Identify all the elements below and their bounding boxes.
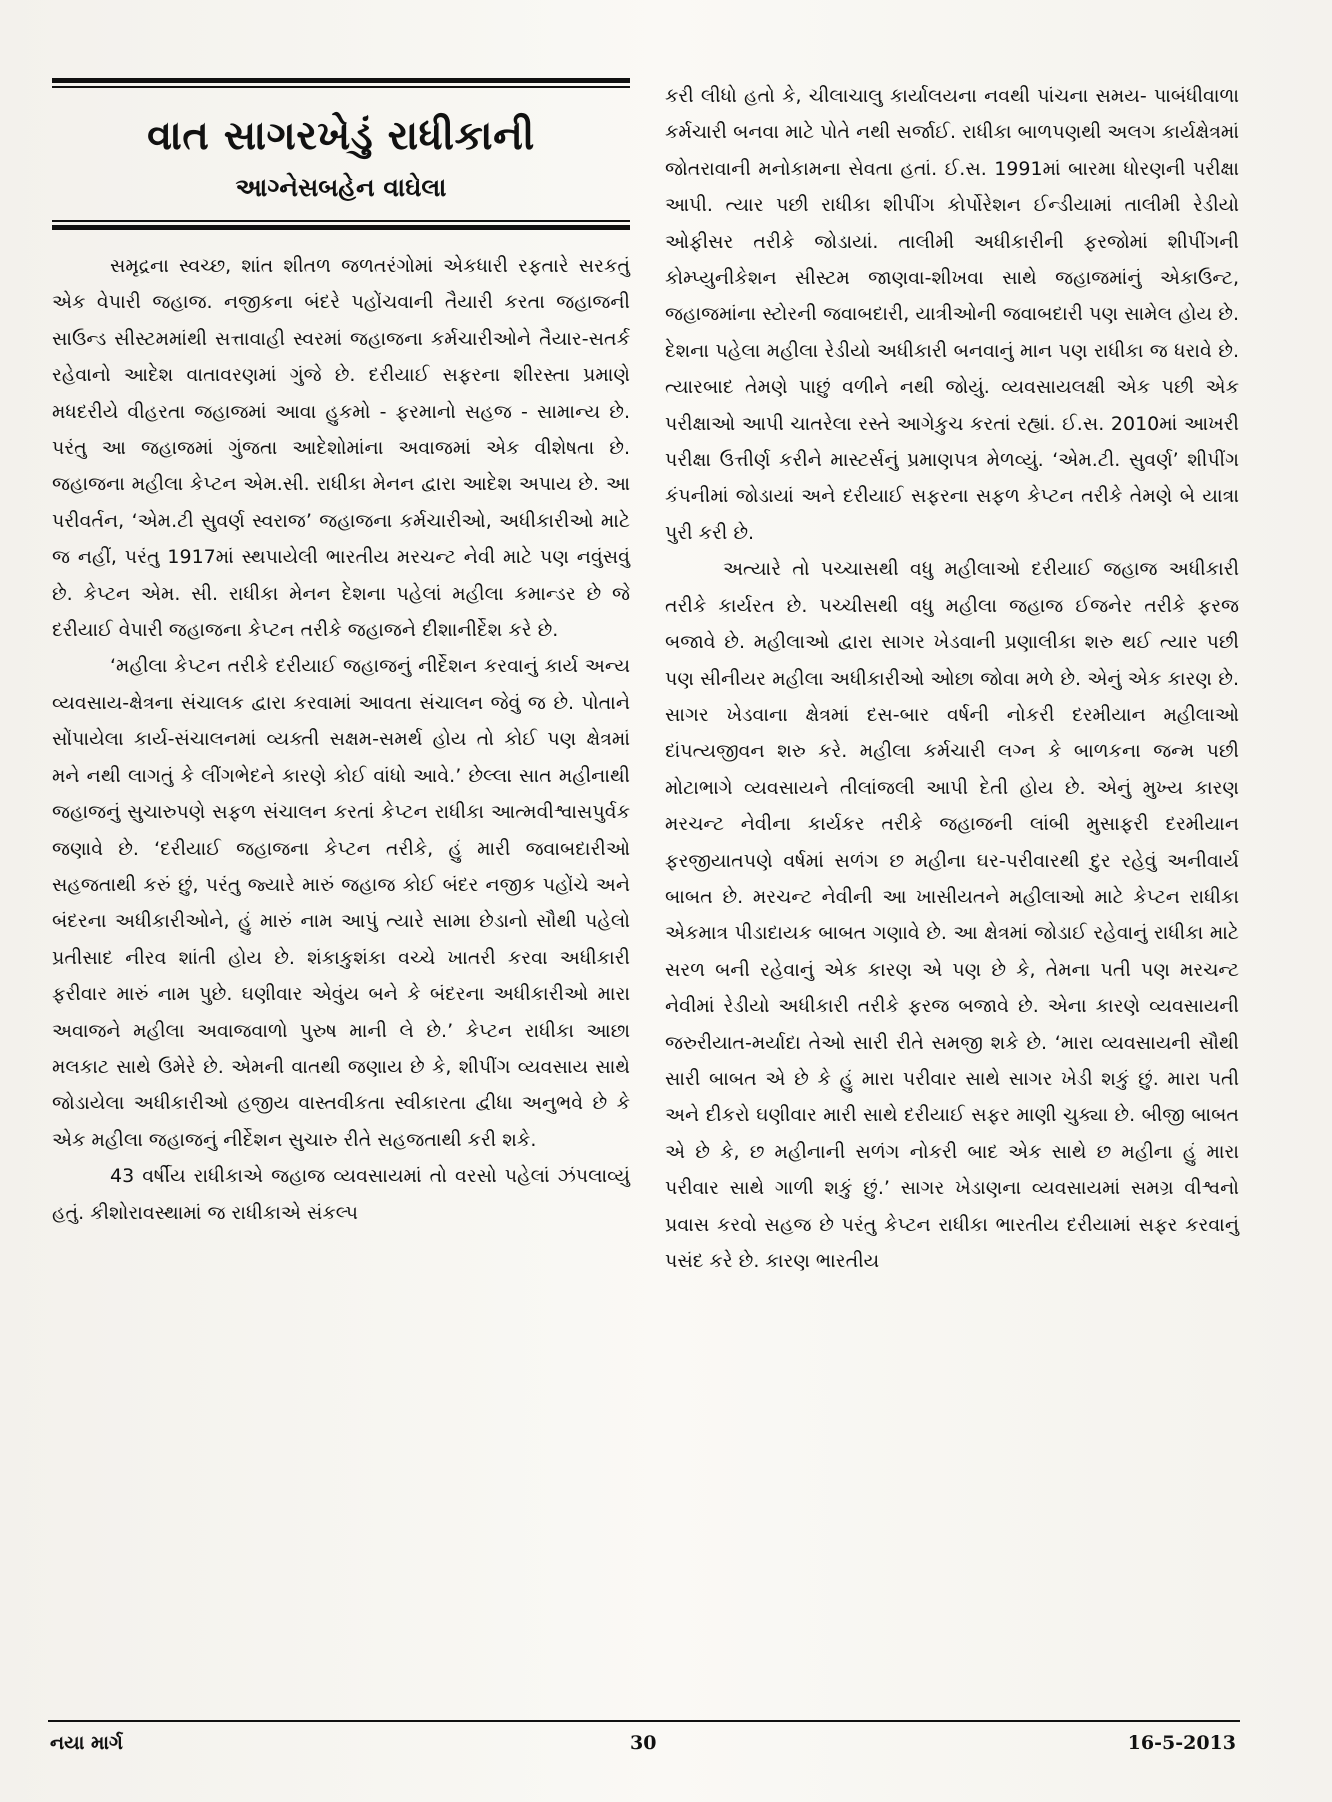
paragraph: કરી લીધો હતો કે, ચીલાચાલુ કાર્યાલયના નવથી પાંચના સમય- પાબંધીવાળા કર્મચારી બનવા માટે પોતે નથી સર્જાઈ. રાધીકા બાળપણથી અલગ કાર્યક્ષેત્રમાં જોતરાવાની મનોકામના સેવતા હતાં. ઈ.સ. 1991માં બારમા ધોરણની પરીક્ષા આપી. ત્યાર પછી રાધીકા શીપીંગ કોર્પોરેશન ઈન્ડીયામાં તાલીમી રેડીયો ઓફીસર તરીકે જોડાયાં. તાલીમી અધીકારીની ફરજોમાં શીપીંગની કોમ્પ્યુનીકેશન સીસ્ટમ જાણવા-શીખવા સાથે જહાજમાંનું એકાઉન્ટ, જહાજમાંના સ્ટોરની જવાબદારી, યાત્રીઓની જવાબદારી પણ સામેલ હોય છે. દેશના પહેલા મહીલા રેડીયો અધીકારી બનવાનું માન પણ રાધીકા જ ધરાવે છે. ત્યારબાદ તેમણે પાછું વળીને નથી જોયું. વ્યવસાયલક્ષી એક પછી એક પરીક્ષાઓ આપી ચાતરેલા રસ્તે આગેકુચ કરતાં રહ્યાં. ઈ.સ. 2010માં આખરી પરીક્ષા ઉત્તીર્ણ કરીને માસ્ટર્સનું પ્રમાણપત્ર મેળવ્યું. ‘એમ.ટી. સુવર્ણ’ શીપીંગ કંપનીમાં જોડાયાં અને દરીયાઈ સફરના સફળ કેપ્ટન તરીકે તેમણે બે યાત્રા પુરી કરી છે. bbox=[665, 85, 1239, 544]
article-title: વાત સાગરખેડું રાધીકાની bbox=[147, 113, 535, 159]
issue-date: 16-5-2013 bbox=[1127, 1732, 1236, 1754]
paragraph: 43 વર્ષીય રાધીકાએ જહાજ વ્યવસાયમાં તો વરસો પહેલાં ઝંપલાવ્યું હતું. કીશોરાવસ્થામાં જ રાધીકાએ સંકલ્પ bbox=[52, 1165, 630, 1224]
article-author: આગ્નેસબહેન વાઘેલા bbox=[235, 173, 447, 202]
paragraph: સમૃદ્રના સ્વચ્છ, શાંત શીતળ જળતરંગોમાં એકધારી રફતારે સરકતું એક વેપારી જહાજ. નજીકના બંદરે પહોંચવાની તૈયારી કરતા જહાજની સાઉન્ડ સીસ્ટમમાંથી સત્તાવાહી સ્વરમાં જહાજના કર્મચારીઓને તૈયાર-સતર્ક રહેવાનો આદેશ વાતાવરણમાં ગુંજે છે. દરીયાઈ સફરના શીરસ્તા પ્રમાણે મધદરીયે વીહરતા જહાજમાં આવા હુકમો - ફરમાનો સહજ - સામાન્ય છે. પરંતુ આ જહાજમાં ગુંજતા આદેશોમાંના અવાજમાં એક વીશેષતા છે. જહાજના મહીલા કેપ્ટન એમ.સી. રાધીકા મેનન દ્વારા આદેશ અપાય છે. આ પરીવર્તન, ‘એમ.ટી સુવર્ણ સ્વરાજ’ જહાજના કર્મચારીઓ, અધીકારીઓ માટે જ નહીં, પરંતુ 1917માં સ્થપાયેલી ભારતીય મરચન્ટ નેવી માટે પણ નવુંસવું છે. કેપ્ટન એમ. સી. રાધીકા મેનન દેશના પહેલાં મહીલા કમાન્ડર છે જે દરીયાઈ વેપારી જહાજના કેપ્ટન તરીકે જહાજને દીશાનીર્દેશ કરે છે. bbox=[52, 255, 630, 642]
paragraph: ‘મહીલા કેપ્ટન તરીકે દરીયાઈ જહાજનું નીર્દેશન કરવાનું કાર્ય અન્ય વ્યવસાય-ક્ષેત્રના સંચાલક દ્વારા કરવામાં આવતા સંચાલન જેવું જ છે. પોતાને સોંપાયેલા કાર્ય-સંચાલનમાં વ્યક્તી સક્ષમ-સમર્થ હોય તો કોઈ પણ ક્ષેત્રમાં મને નથી લાગતું કે લીંગભેદને કારણે કોઈ વાંધો આવે.’ છેલ્લા સાત મહીનાથી જહાજનું સુચારુપણે સફળ સંચાલન કરતાં કેપ્ટન રાધીકા આત્મવીશ્વાસપુર્વક જણાવે છે. ‘દરીયાઈ જહાજના કેપ્ટન તરીકે, હું મારી જવાબદારીઓ સહજતાથી કરું છું, પરંતુ જ્યારે મારું જહાજ કોઈ બંદર નજીક પહોંચે અને બંદરના અધીકારીઓને, હું મારું નામ આપું ત્યારે સામા છેડાનો સૌથી પહેલો પ્રતીસાદ નીરવ શાંતી હોય છે. શંકાકુશંકા વચ્ચે ખાતરી કરવા અધીકારી ફરીવાર મારું નામ પુછે. ઘણીવાર એવુંય બને કે બંદરના અધીકારીઓ મારા અવાજને મહીલા અવાજવાળો પુરુષ માની લે છે.’ કેપ્ટન રાધીકા આછા મલકાટ સાથે ઉમેરે છે. એમની વાતથી જણાય છે કે, શીપીંગ વ્યવસાય સાથે જોડાયેલા અધીકારીઓ હજીય વાસ્તવીકતા સ્વીકારતા દ્વીધા અનુભવે છે કે એક મહીલા જહાજનું નીર્દેશન સુચારુ રીતે સહજતાથી કરી શકે. bbox=[52, 655, 630, 1151]
footer-rule bbox=[48, 1720, 1240, 1722]
publication-name: નયા માર્ગ bbox=[50, 1732, 123, 1754]
title-rule-top-thin bbox=[52, 86, 630, 88]
title-rule-top bbox=[52, 78, 630, 83]
right-column bbox=[665, 78, 1239, 1279]
title-rule-bottom-thin bbox=[52, 220, 630, 222]
paragraph: અત્યારે તો પચ્ચાસથી વધુ મહીલાઓ દરીયાઈ જહાજ અધીકારી તરીકે કાર્યરત છે. પચ્ચીસથી વધુ મહીલા જહાજ ઈજનેર તરીકે ફરજ બજાવે છે. મહીલાઓ દ્વારા સાગર ખેડવાની પ્રણાલીકા શરુ થઈ ત્યાર પછી પણ સીનીયર મહીલા અધીકારીઓ ઓછા જોવા મળે છે. એનું એક કારણ છે. સાગર ખેડવાના ક્ષેત્રમાં દસ-બાર વર્ષની નોકરી દરમીયાન મહીલાઓ દાંપત્યજીવન શરુ કરે. મહીલા કર્મચારી લગ્ન કે બાળકના જન્મ પછી મોટાભાગે વ્યવસાયને તીલાંજલી આપી દેતી હોય છે. એનું મુખ્ય કારણ મરચન્ટ નેવીના કાર્યકર તરીકે જહાજની લાંબી મુસાફરી દરમીયાન ફરજીયાતપણે વર્ષમાં સળંગ છ મહીના ઘર-પરીવારથી દુર રહેવું અનીવાર્ય બાબત છે. મરચન્ટ નેવીની આ ખાસીયતને મહીલાઓ માટે કેપ્ટન રાધીકા એકમાત્ર પીડાદાયક બાબત ગણાવે છે. આ ક્ષેત્રમાં જોડાઈ રહેવાનું રાધીકા માટે સરળ બની રહેવાનું એક કારણ એ પણ છે કે, તેમના પતી પણ મરચન્ટ નેવીમાં રેડીયો અધીકારી તરીકે ફરજ બજાવે છે. એના કારણે વ્યવસાયની જરુરીયાત-મર્યાદા તેઓ સારી રીતે સમજી શકે છે. ‘મારા વ્યવસાયની સૌથી સારી બાબત એ છે કે હું મારા પરીવાર સાથે સાગર ખેડી શકું છું. મારા પતી અને દીકરો ઘણીવાર મારી સાથે દરીયાઈ સફર માણી ચુક્યા છે. બીજી બાબત એ છે કે, છ મહીનાની સળંગ નોકરી બાદ એક સાથે છ મહીના હું મારા પરીવાર સાથે ગાળી શકું છું.’ સાગર ખેડાણના વ્યવસાયમાં સમગ્ર વીશ્વનો પ્રવાસ કરવો સહજ છે પરંતુ કેપ્ટન રાધીકા ભારતીય દરીયામાં સફર કરવાનું પસંદ કરે છે. કારણ ભારતીય bbox=[665, 558, 1239, 1272]
page-number: 30 bbox=[630, 1732, 657, 1754]
title-rule-bottom bbox=[52, 225, 630, 230]
left-column bbox=[52, 78, 630, 1231]
